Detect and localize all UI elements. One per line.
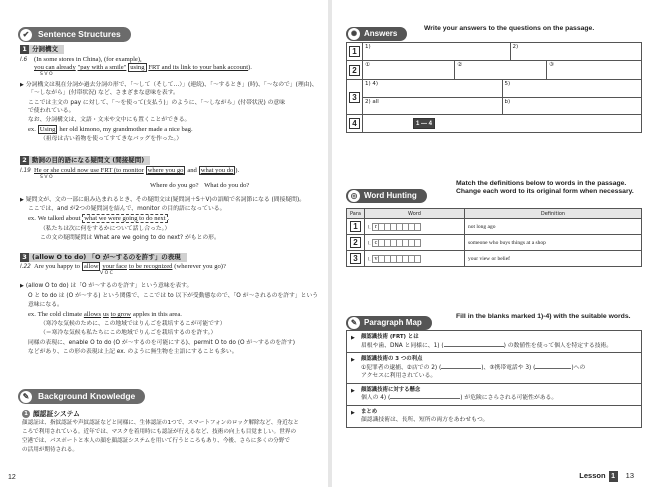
structure-1-ex: ex. Using her old kimono, my grandmother made a nice bag. — [28, 126, 193, 133]
map-row-1: ▶ 顔認識技術 (FRT) とは 眉根や歯、DNA と同様に、1) ( ) の数値性を使って個人を特定する技術。 — [347, 331, 641, 353]
structure-3-explanation-5: などがあり、この形の表現は上記 ex. のように無生物を主語にすることも多い。 — [28, 349, 238, 355]
page-number-right: 13 — [625, 471, 634, 480]
background-item-title: 1 顔認証システム — [22, 408, 80, 418]
answer-cell[interactable]: 1 — 4 — [363, 115, 642, 133]
structure-2-original-questions: Where do you go? What do you do? — [150, 182, 250, 189]
structure-3-grammar-marks: V O C — [100, 271, 113, 276]
arrow-right-icon: ▶ — [351, 335, 355, 341]
structure-1-explanation-3: ここでは主文の pay に対して、「〜を使って(支払う)」のように、「〜しながら」(付帯状況) の意味 — [28, 100, 285, 106]
paragraph-map-header: ✎ Paragraph Map — [346, 310, 432, 324]
structure-1-explanation-5: なお、分詞構文は、文語・文末や文中にも置くことができる。 — [28, 117, 191, 123]
paragraph-map-instruction: Fill in the blanks marked 1)-4) with the suitable words. — [456, 313, 631, 320]
answer-cell[interactable]: 1) — [363, 43, 511, 61]
lightbulb-icon: ✺ — [348, 28, 360, 40]
col-word: Word — [364, 209, 464, 219]
structure-1-example-line-1: l.6 (In some stores in China), (for example), — [20, 56, 142, 63]
answer-row-1: 1 1) 2) — [347, 43, 642, 61]
arrow-right-icon: ▶ — [351, 357, 355, 363]
blank-3[interactable] — [535, 368, 571, 369]
col-definition: Definition — [464, 209, 641, 219]
word-hunting-header: ◎ Word Hunting — [346, 183, 427, 197]
structure-2-grammar-marks: S V O — [40, 175, 53, 180]
blank-2[interactable] — [441, 368, 481, 369]
structure-1-grammar-marks: S V O — [40, 72, 53, 77]
word-definition: your view or belief — [464, 251, 641, 267]
structure-3-example-line: l.22 Are you happy to allow your face to be recognized (wherever you go)? — [20, 263, 226, 270]
word-input[interactable]: l. v — [364, 251, 464, 267]
word-row-2: 2 l. c someone who buys things at a shop — [347, 235, 642, 251]
word-hunting-table — [346, 208, 642, 267]
col-para: Para — [347, 209, 365, 219]
answer-cell[interactable]: b) — [504, 98, 511, 105]
word-row-1: 1 l. r not long ago — [347, 219, 642, 235]
structure-1-ex-translation: （祖母は古い着物を使ってすてきなバッグを作った。） — [40, 136, 183, 142]
word-hunting-instruction: Match the definitions below to words in the passage. Change each word to its original form when necessary. — [456, 180, 634, 195]
structure-1-explanation: ▶ 分詞構文は現在分詞か過去分詞の形で、「〜して（そして…）」(連続)、「〜するとき」(時)、「〜なので」(理由)、 — [20, 82, 318, 88]
target-icon: ◎ — [348, 190, 360, 202]
arrow-right-icon: ▶ — [351, 387, 355, 394]
blank-1[interactable] — [444, 346, 504, 347]
structure-3-heading: 3 (allow O to do) 「O が〜するのを許す」の表現 — [20, 253, 187, 262]
answer-row-3: 3 1) 4) 5) 2) all b) — [347, 80, 642, 115]
answers-table — [346, 42, 642, 133]
map-row-3: ▶ 顔認識技術に対する懸念 個人の 4) ( ) が危険にさらされる可能性がある。 — [347, 384, 641, 406]
lesson-footer: Lesson 1 13 — [579, 471, 634, 480]
word-definition: someone who buys things at a shop — [464, 235, 641, 251]
background-text-3: 空港では、パスポートと本人の顔を顔認証システムを用いて行うところもあり、今後、さらに多くの分野で — [22, 438, 290, 444]
structure-3-explanation: ▶ (allow O to do) は「O が〜するのを許す」という意味を表す。 — [20, 283, 193, 289]
structure-2-ex: ex. We talked about what we were going to do next . — [28, 215, 170, 222]
paragraph-map-box — [346, 330, 642, 428]
structure-2-ex-note: この文の疑問疑問は What are we going to do next? がもとの形。 — [40, 235, 220, 241]
structure-1-explanation-4: で使われている。 — [28, 108, 75, 114]
right-page — [332, 0, 660, 487]
structure-2-explanation-2: ここでは、and が2つの疑問詞を結んで、monitor の目的語になっている。 — [28, 206, 226, 212]
structure-3-ex-translation-2: （＝寒冷な気候も私たちにこの地域でりんごを栽培するのを許す。） — [40, 330, 217, 336]
pencil-icon: ✎ — [348, 317, 360, 329]
sentence-structures-header: ✔ Sentence Structures — [18, 27, 131, 42]
map-row-2: ▶ 顔認識技術の 3 つの利点 ①犯罪者の逮捕、②店での 2) ( )、③携帯電話や 3) ( )への アクセスに利用されている。 — [347, 353, 641, 384]
arrow-right-icon: ▶ — [351, 409, 355, 416]
background-text-2: ころで利用されている。近年では、マスクを着用時にも認証が行えるなど、技術の向上も目覚ましい。世界の — [22, 429, 297, 435]
answer-cell[interactable]: 2) — [510, 43, 642, 61]
structure-3-explanation-4: 同様の表現に、enable O to do (O が〜するのを可能にする)、permit O to do (O が〜するのを許す) — [28, 340, 296, 346]
structure-1-explanation-2: 「〜しながら」(付帯状況) など、さまざまな意味を表す。 — [28, 90, 179, 96]
check-icon: ✔ — [20, 29, 32, 41]
structure-3-explanation-3: 意味になる。 — [28, 302, 63, 308]
answer-cell[interactable]: ③ — [548, 62, 554, 68]
structure-2-ex-translation: （私たちは次に何をするかについて話し合った。） — [40, 226, 171, 232]
structure-3-ex-translation: （寒冷な気候のために、この地域ではりんごを栽培するこが可能です） — [40, 321, 226, 327]
answer-cell[interactable]: ① — [363, 61, 455, 79]
answer-row-2: 2 ① ② ③ — [347, 61, 642, 80]
word-input[interactable]: l. r — [364, 219, 464, 235]
structure-2-example-line: l.19 He or she could now use FRT (to monitor where you go and what you do ). — [20, 167, 240, 174]
background-text-1: 顔認証は、指紋認証や声紋認証などと同様に、生体認証の1つで、スマートフォンのロック解除など、身近なと — [22, 420, 299, 426]
answers-instruction: Write your answers to the questions on the passage. — [424, 25, 595, 32]
answer-row-4: 4 1 — 4 — [347, 115, 642, 133]
structure-1-example-line-2: you can already "pay with a smile" using FRT and its link to your bank account). — [34, 64, 252, 71]
left-page — [0, 0, 328, 487]
answer-cell[interactable]: 1) 4) — [363, 80, 502, 97]
background-knowledge-header: ✎ Background Knowledge — [18, 389, 145, 404]
structure-3-ex: ex. The cold climate allows us to grow apples in this area. — [28, 311, 182, 318]
answers-header: ✺ Answers — [346, 21, 407, 35]
structure-3-explanation-2: O と to do は (O が〜する) という関係で、ここでは to 以下が受動態なので、「O が〜されるのを許す」という — [28, 293, 319, 299]
map-row-4: ▶ まとめ 顔認識技術は、長所、短所の両方をあわせもつ。 — [351, 408, 489, 423]
blank-4[interactable] — [390, 398, 460, 399]
structure-1-heading: 1 分詞構文 — [20, 45, 64, 54]
page-number-left: 12 — [8, 474, 16, 481]
answer-cell[interactable]: 2) all — [363, 97, 502, 114]
background-text-4: の活用が期待される。 — [22, 447, 78, 453]
word-input[interactable]: l. c — [364, 235, 464, 251]
word-definition: not long ago — [464, 219, 641, 235]
structure-2-heading: 2 動詞の目的語になる疑問文 (間接疑問) — [20, 156, 150, 165]
word-row-3: 3 l. v your view or belief — [347, 251, 642, 267]
structure-2-explanation: ▶ 疑問文が、文の一部に組み込まれるとき、その疑問文は(疑問詞＋S＋V)の語順で名詞節になる (間接疑問)。 — [20, 197, 306, 203]
book-icon: ✎ — [20, 391, 32, 403]
answer-cell[interactable]: 5) — [502, 80, 641, 97]
answer-cell[interactable]: ② — [455, 61, 547, 79]
